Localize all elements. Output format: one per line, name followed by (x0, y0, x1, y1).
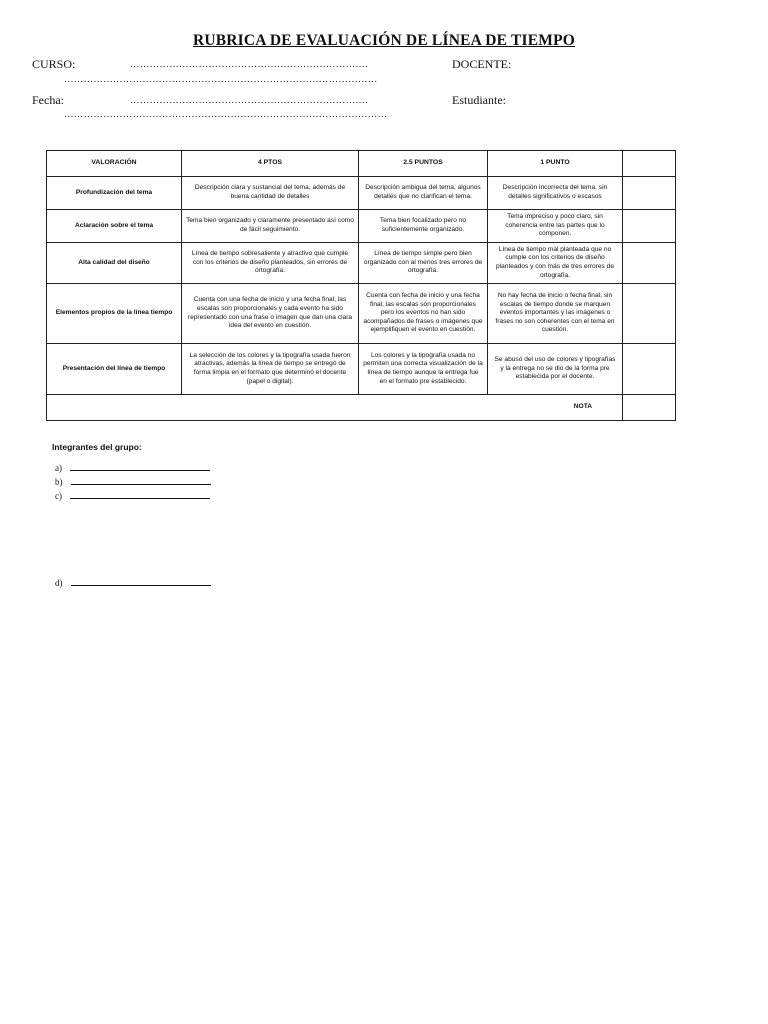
level-4-cell: Tema bien organizado y claramente presentado así como de fácil seguimiento. (182, 210, 359, 243)
member-line-d[interactable] (55, 577, 211, 588)
nota-label: NOTA (47, 395, 623, 421)
header-1-punto: 1 PUNTO (488, 151, 623, 177)
header-4-ptos: 4 PTOS (182, 151, 359, 177)
table-row (47, 284, 676, 344)
member-line-a[interactable] (55, 462, 210, 473)
score-cell[interactable] (623, 344, 676, 395)
level-4-cell: La selección de los colores y la tipografía usada fueron atractivas, además la línea de tiempo se entregó de forma limpia en el formato que determinó el docente (papel o digital). (182, 344, 359, 395)
member-blank[interactable] (71, 577, 211, 586)
level-4-cell: Descripción clara y sustancial del tema, además de buena cantidad de detalles (182, 177, 359, 210)
member-letter: a) (55, 463, 62, 473)
curso-label: CURSO: (32, 57, 76, 71)
rubric-table (46, 150, 676, 421)
score-cell[interactable] (623, 177, 676, 210)
criterion-cell: Presentación del línea de tiempo (47, 344, 182, 395)
level-1-cell: No hay fecha de inicio o fecha final, sin escalas de tiempo donde se marquen eventos importantes y las imágenes o frases no son coherentes con el tema en cuestión. (488, 284, 623, 344)
level-1-cell: Descripción incorrecta del tema, sin detalles significativos o escasos (488, 177, 623, 210)
nota-score-cell[interactable] (623, 395, 676, 421)
level-2-5-cell: Cuenta con fecha de inicio y una fecha final, las escalas son proporcionales pero los eventos no han sido acompañados de frases o imágenes que ejemplifiquen el evento en cuestión. (359, 284, 488, 344)
level-2-5-cell: Los colores y la tipografía usada no permiten una correcta visualización de la línea de tiempo aunque la entrega fue en el formato pre establecido. (359, 344, 488, 395)
score-cell[interactable] (623, 284, 676, 344)
member-blank[interactable] (70, 462, 210, 471)
group-members-title: Integrantes del grupo: (52, 442, 142, 452)
docente-label: DOCENTE: (452, 57, 512, 71)
table-row (47, 344, 676, 395)
member-blank[interactable] (70, 490, 210, 499)
table-row (47, 177, 676, 210)
criterion-cell: Elementos propios de la línea tiempo (47, 284, 182, 344)
table-header-row (47, 151, 676, 177)
level-1-cell: Tema impreciso y poco claro, sin coherencia entre las partes que lo componen. (488, 210, 623, 243)
curso-dots: ………………………………………………………………. (130, 60, 368, 70)
criterion-cell: Aclaración sobre el tema (47, 210, 182, 243)
criterion-cell: Alta calidad del diseño (47, 243, 182, 284)
fecha-dots: ………………………………………………………………. (130, 96, 368, 106)
member-letter: b) (55, 477, 63, 487)
level-2-5-cell: Tema bien focalizado pero no suficientemente organizado. (359, 210, 488, 243)
score-cell[interactable] (623, 243, 676, 284)
level-4-cell: Cuenta con una fecha de inicio y una fecha final, las escalas son proporcionales y cada evento ha sido representado con una frase o imagen que dan una clara idea del evento en cuestión. (182, 284, 359, 344)
fecha-label: Fecha: (32, 93, 64, 107)
nota-row (47, 395, 676, 421)
curso-dots-continued: …………………………………………………………………………………… (64, 75, 378, 85)
estudiante-label: Estudiante: (452, 93, 506, 107)
table-row (47, 243, 676, 284)
document-title: RUBRICA DE EVALUACIÓN DE LÍNEA DE TIEMPO (192, 32, 576, 49)
level-2-5-cell: Descripción ambigua del tema, algunos detalles que no clarifican el tema. (359, 177, 488, 210)
member-line-c[interactable] (55, 490, 210, 501)
criterion-cell: Profundización del tema (47, 177, 182, 210)
member-line-b[interactable] (55, 476, 211, 487)
member-letter: c) (55, 491, 62, 501)
header-valoracion: VALORACIÓN (47, 151, 182, 177)
level-4-cell: Línea de tiempo sobresaliente y atractivo que cumple con los criterios de diseño planteados, sin errores de ortografía. (182, 243, 359, 284)
score-cell[interactable] (623, 210, 676, 243)
table-row (47, 210, 676, 243)
level-2-5-cell: Línea de tiempo simple pero bien organizado con al menos tres errores de ortografía. (359, 243, 488, 284)
member-blank[interactable] (71, 476, 211, 485)
level-1-cell: Línea de tiempo mal planteada que no cumple con los criterios de diseño planteados y con más de tres errores de ortografía. (488, 243, 623, 284)
header-2-5-puntos: 2.5 PUNTOS (359, 151, 488, 177)
fecha-dots-continued: ……………………………………………………………………………………… (64, 110, 388, 120)
member-letter: d) (55, 578, 63, 588)
level-1-cell: Se abusó del uso de colores y tipografías y la entrega no se dio de la forma pre establecida por el docente. (488, 344, 623, 395)
header-score (623, 151, 676, 177)
